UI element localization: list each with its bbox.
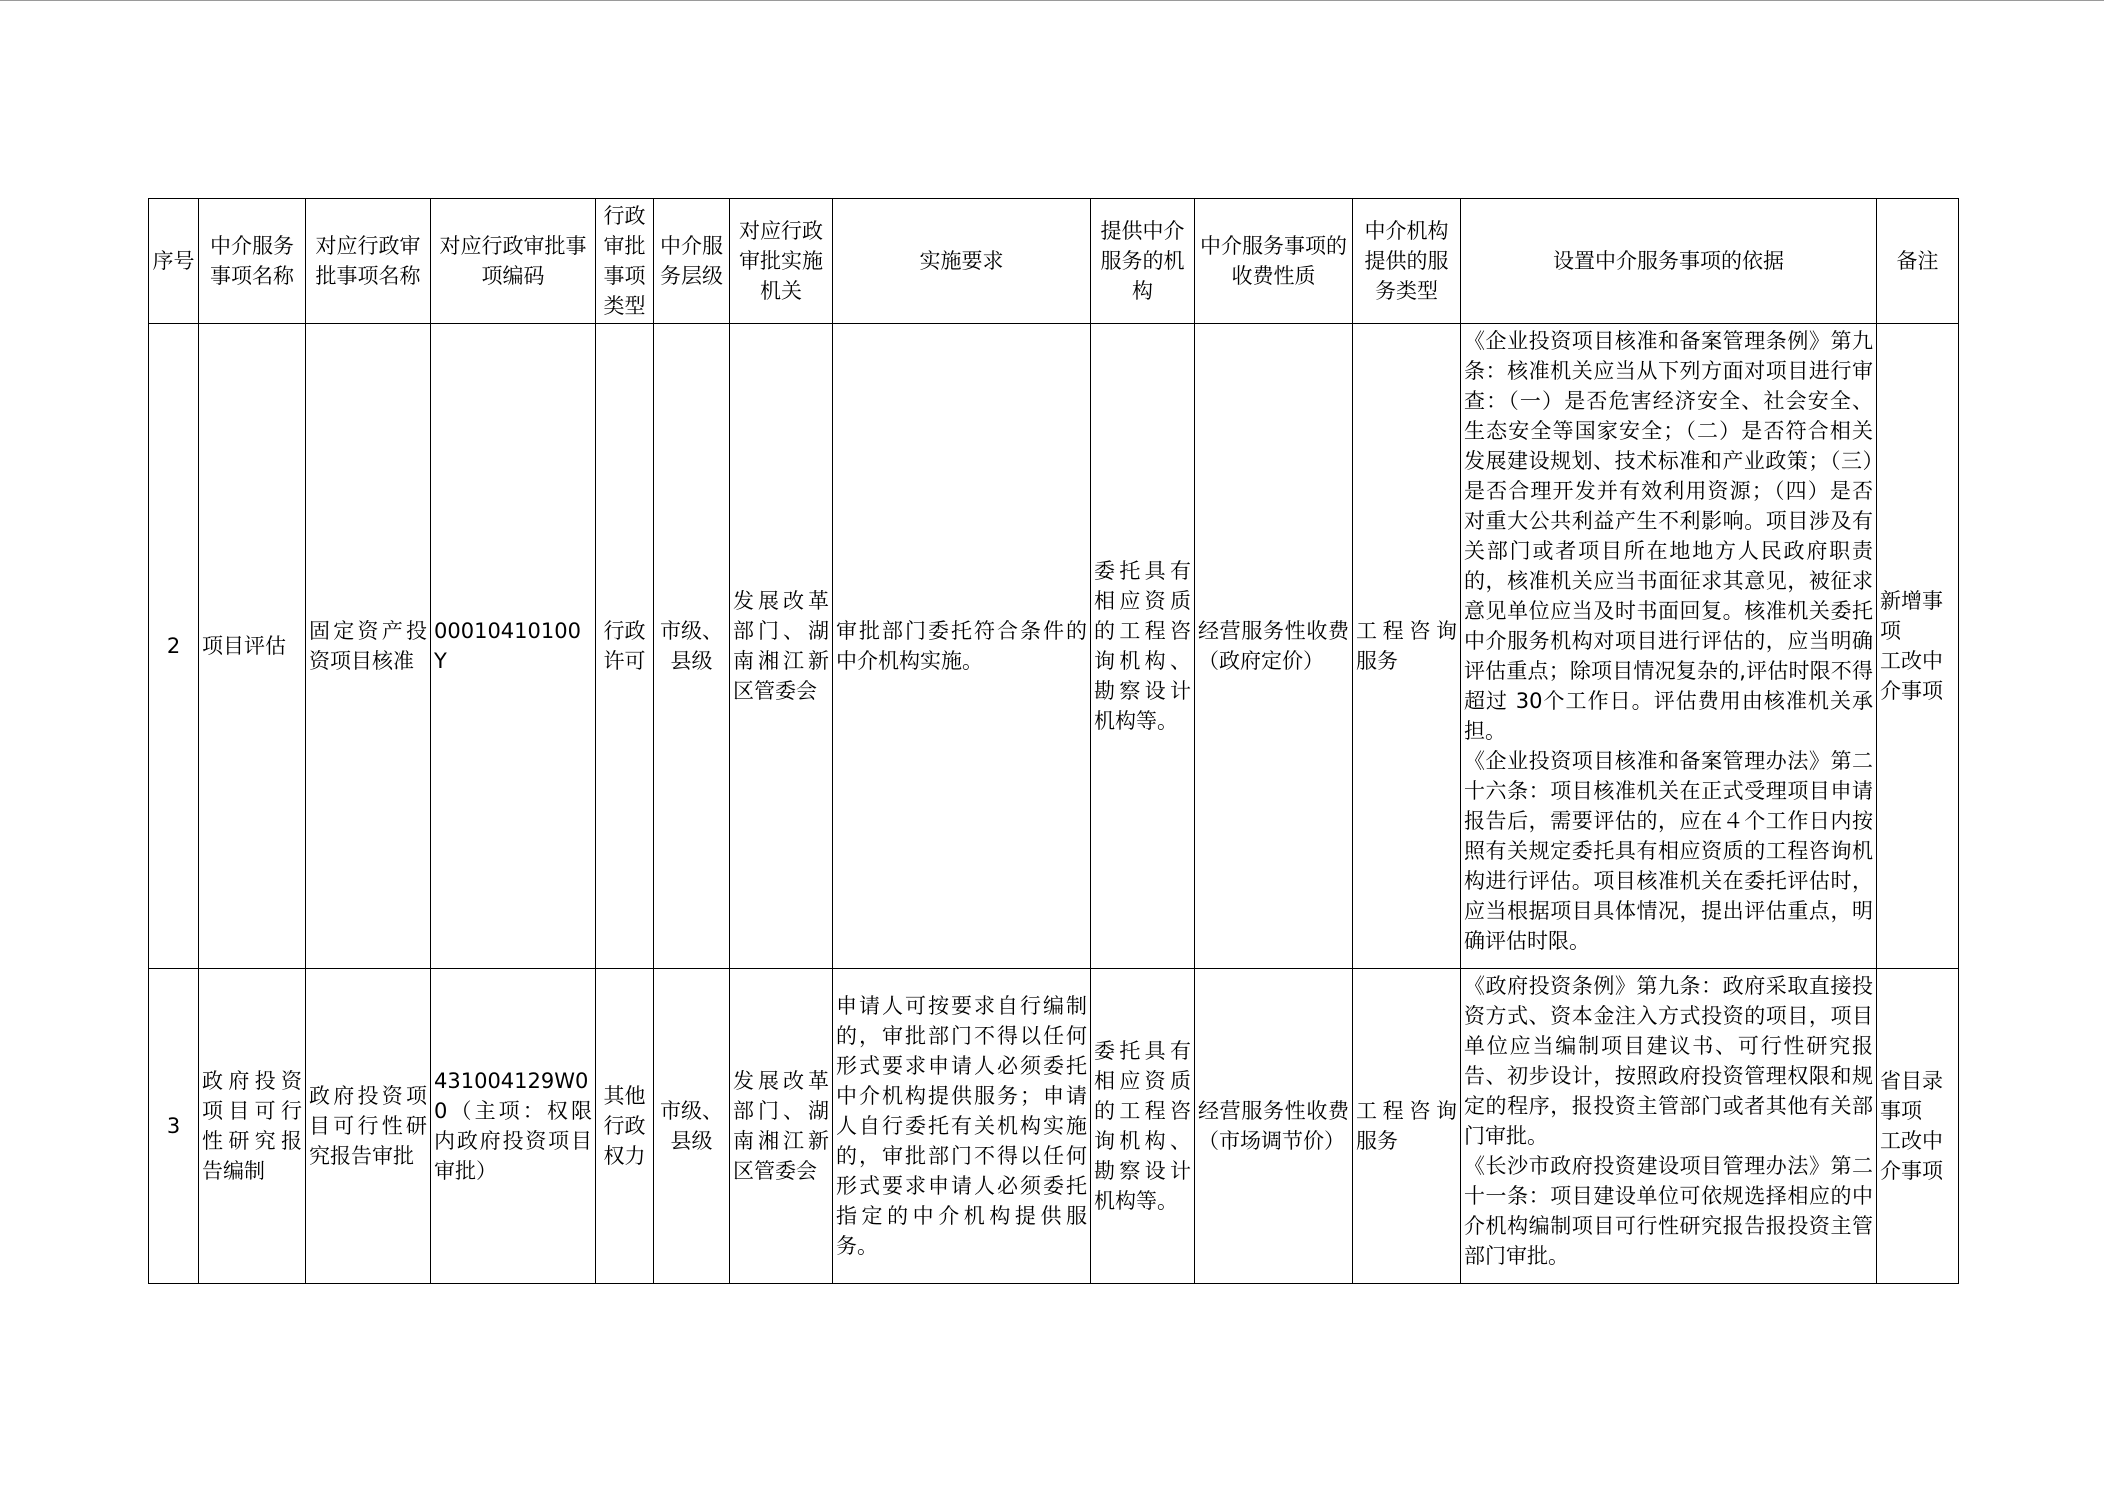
cell-seq: 3 <box>149 969 199 1284</box>
header-service-type: 中介机构提供的服务类型 <box>1353 199 1461 324</box>
table-row <box>149 324 1959 969</box>
cell-remark <box>1877 969 1959 1284</box>
header-approval-code: 对应行政审批事项编码 <box>431 199 596 324</box>
intermediary-services-table <box>148 198 1959 1284</box>
cell-seq: 2 <box>149 324 199 969</box>
basis-paragraph: 《企业投资项目核准和备案管理条例》第九条：核准机关应当从下列方面对项目进行审查：（一）是否危害经济安全、社会安全、生态安全等国家安全；（二）是否符合相关发展建设规划、技术标准和产业政策；（三）是否合理开发并有效利用资源；（四）是否对重大公共利益产生不利影响。项目涉及有关部门或者项目所在地地方人民政府职责的，核准机关应当书面征求其意见，被征求意见单位应当及时书面回复。核准机关委托中介服务机构对项目进行评估的，应当明确评估重点；除项目情况复杂的,评估时限不得超过 30个工作日。评估费用由核准机关承担。 <box>1464 329 1873 743</box>
header-service-level: 中介服务层级 <box>654 199 730 324</box>
header-requirement: 实施要求 <box>833 199 1091 324</box>
basis-paragraph: 《政府投资条例》第九条：政府采取直接投资方式、资本金注入方式投资的项目，项目单位应当编制项目建议书、可行性研究报告、初步设计，按照政府投资管理权限和规定的程序，报投资主管部门或者其他有关部门审批。 <box>1464 974 1873 1148</box>
basis-paragraph: 《企业投资项目核准和备案管理办法》第二十六条：项目核准机关在正式受理项目申请报告后，需要评估的，应在４个工作日内按照有关规定委托具有相应资质的工程咨询机构进行评估。项目核准机关在委托评估时，应当根据项目具体情况，提出评估重点，明确评估时限。 <box>1464 749 1873 953</box>
header-fee-nature: 中介服务事项的收费性质 <box>1195 199 1353 324</box>
table-row <box>149 969 1959 1284</box>
cell-service-level: 市级、县级 <box>654 969 730 1284</box>
cell-service-type: 工程咨询服务 <box>1353 969 1461 1284</box>
basis-paragraph: 《长沙市政府投资建设项目管理办法》第二十一条：项目建设单位可依规选择相应的中介机构编制项目可行性研究报告报投资主管部门审批。 <box>1464 1154 1873 1268</box>
header-seq: 序号 <box>149 199 199 324</box>
cell-basis <box>1461 969 1877 1284</box>
header-provider: 提供中介服务的机构 <box>1091 199 1195 324</box>
header-basis: 设置中介服务事项的依据 <box>1461 199 1877 324</box>
cell-basis <box>1461 324 1877 969</box>
remark-line: 工改中介事项 <box>1880 649 1943 703</box>
cell-approval-code: 431004129W00（主项：权限内政府投资项目审批） <box>431 969 596 1284</box>
cell-remark <box>1877 324 1959 969</box>
header-remark: 备注 <box>1877 199 1959 324</box>
cell-service-level: 市级、县级 <box>654 324 730 969</box>
cell-approval-name: 固定资产投资项目核准 <box>306 324 431 969</box>
table-header-row <box>149 199 1959 324</box>
cell-agency: 发展改革部门、湖南湘江新区管委会 <box>730 324 833 969</box>
page-top-border <box>0 0 2104 1</box>
remark-line: 省目录事项 <box>1880 1069 1943 1123</box>
remark-line: 新增事项 <box>1880 589 1943 643</box>
cell-fee-nature: 经营服务性收费（政府定价） <box>1195 324 1353 969</box>
cell-fee-nature: 经营服务性收费（市场调节价） <box>1195 969 1353 1284</box>
cell-service-type: 工程咨询服务 <box>1353 324 1461 969</box>
remark-line: 工改中介事项 <box>1880 1129 1943 1183</box>
cell-provider: 委托具有相应资质的工程咨询机构、勘察设计机构等。 <box>1091 324 1195 969</box>
cell-service-name: 政府投资项目可行性研究报告编制 <box>199 969 306 1284</box>
cell-approval-code: 00010410100Y <box>431 324 596 969</box>
cell-approval-type: 行政许可 <box>596 324 654 969</box>
header-service-name: 中介服务事项名称 <box>199 199 306 324</box>
cell-requirement: 审批部门委托符合条件的中介机构实施。 <box>833 324 1091 969</box>
cell-agency: 发展改革部门、湖南湘江新区管委会 <box>730 969 833 1284</box>
header-approval-type: 行政审批事项类型 <box>596 199 654 324</box>
cell-approval-name: 政府投资项目可行性研究报告审批 <box>306 969 431 1284</box>
header-agency: 对应行政审批实施机关 <box>730 199 833 324</box>
cell-service-name: 项目评估 <box>199 324 306 969</box>
cell-provider: 委托具有相应资质的工程咨询机构、勘察设计机构等。 <box>1091 969 1195 1284</box>
cell-requirement: 申请人可按要求自行编制的，审批部门不得以任何形式要求申请人必须委托中介机构提供服务；申请人自行委托有关机构实施的，审批部门不得以任何形式要求申请人必须委托指定的中介机构提供服务。 <box>833 969 1091 1284</box>
header-approval-name: 对应行政审批事项名称 <box>306 199 431 324</box>
cell-approval-type: 其他行政权力 <box>596 969 654 1284</box>
